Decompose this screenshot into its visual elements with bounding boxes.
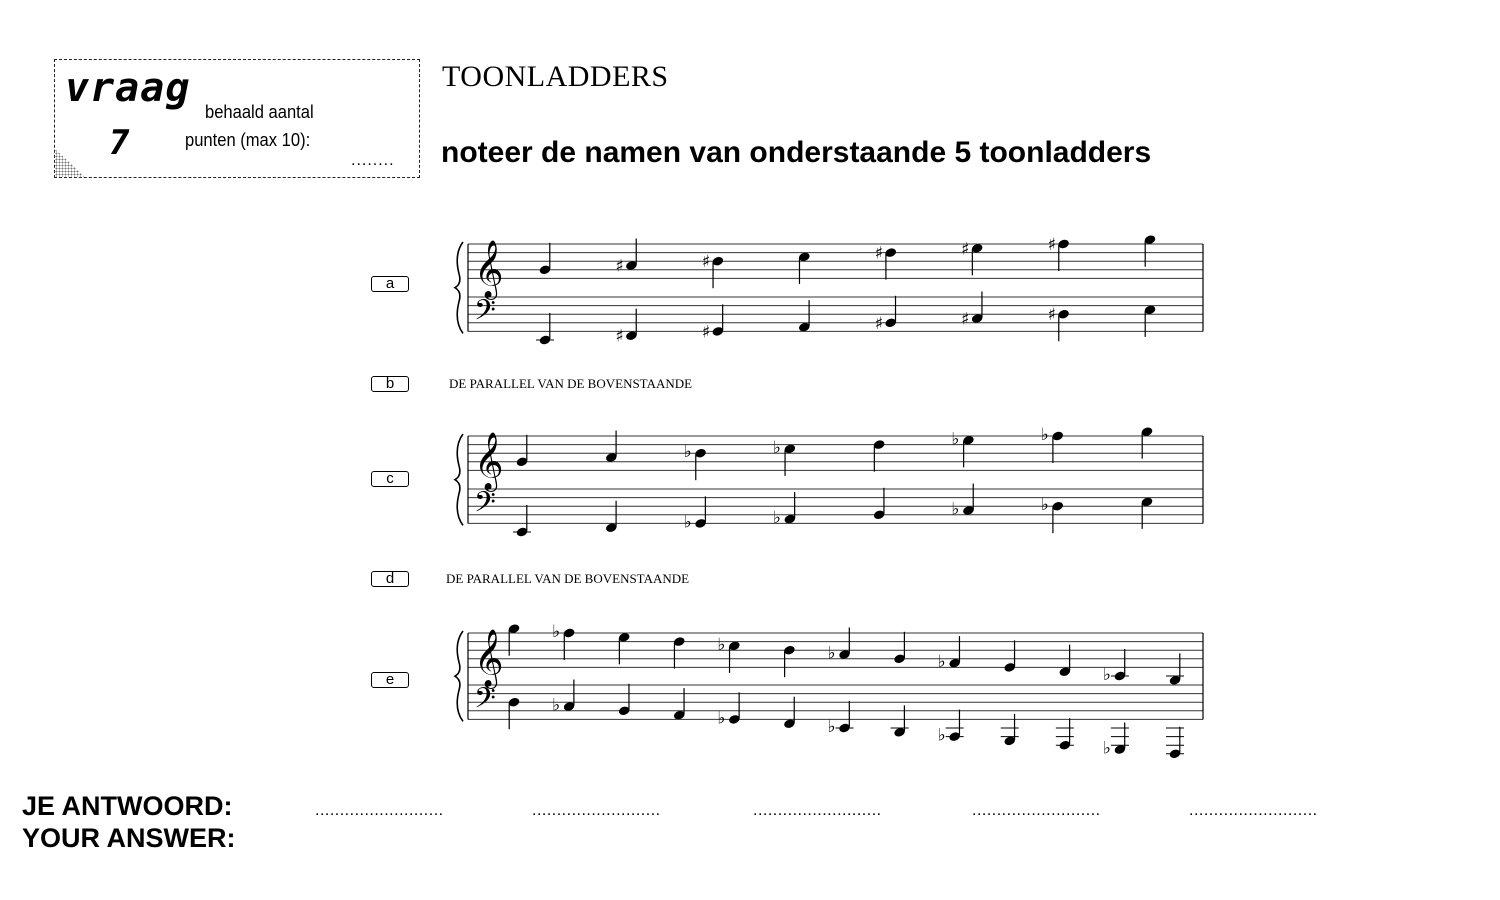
sharp-icon: ♯ <box>615 326 624 347</box>
page-title: TOONLADDERS <box>442 60 669 93</box>
label-e: e <box>371 672 409 688</box>
answer-blank-2[interactable]: .......................... <box>532 802 661 819</box>
answer-label-en: YOUR ANSWER: <box>22 823 236 853</box>
grand-staff-a <box>455 234 1203 347</box>
flat-icon: ♭ <box>772 437 781 458</box>
answer-blank-1[interactable]: .......................... <box>315 802 444 819</box>
flat-icon: ♭ <box>951 429 960 450</box>
vraag-label: vraag <box>65 65 191 111</box>
sharp-icon: ♯ <box>961 239 970 260</box>
points-blank[interactable]: ........ <box>351 152 395 169</box>
label-b: b <box>371 376 409 392</box>
flat-icon: ♭ <box>827 717 836 737</box>
instruction-text: noteer de namen van onderstaande 5 toonladders <box>441 136 1152 169</box>
flat-icon: ♭ <box>1102 738 1111 759</box>
parallel-text-b: DE PARALLEL VAN DE BOVENSTAANDE <box>449 376 693 391</box>
flat-icon: ♭ <box>937 725 946 746</box>
flat-icon: ♭ <box>1040 425 1049 445</box>
question-number: 7 <box>109 123 130 163</box>
treble-clef-icon: 𝄞 <box>474 431 504 490</box>
grand-staff-c <box>455 425 1203 538</box>
flat-icon: ♭ <box>1040 495 1049 516</box>
sharp-icon: ♯ <box>701 322 711 343</box>
answer-blank-4[interactable]: .......................... <box>972 802 1101 819</box>
sharp-icon: ♯ <box>701 252 711 273</box>
points-label-line2: punten (max 10): <box>185 130 311 150</box>
flat-icon: ♭ <box>937 652 946 673</box>
points-label-line1: behaald aantal <box>205 102 314 122</box>
bass-clef-icon: 𝄢 <box>474 681 496 722</box>
flat-icon: ♭ <box>717 634 726 655</box>
treble-clef-icon: 𝄞 <box>474 628 504 687</box>
brace <box>455 242 463 333</box>
brace <box>455 631 463 721</box>
label-a: a <box>371 276 409 292</box>
flat-icon: ♭ <box>552 695 561 716</box>
label-d: d <box>371 571 409 587</box>
sharp-icon: ♯ <box>874 243 883 264</box>
flat-icon: ♭ <box>717 708 726 729</box>
answer-blank-3[interactable]: .......................... <box>753 802 882 819</box>
brace <box>455 434 463 525</box>
sharp-icon: ♯ <box>1047 305 1056 326</box>
grand-staff-e <box>455 622 1203 759</box>
flat-icon: ♭ <box>683 442 692 463</box>
flat-icon: ♭ <box>1102 665 1111 685</box>
sharp-icon: ♯ <box>1047 235 1056 255</box>
flat-icon: ♭ <box>951 499 960 520</box>
answer-blank-5[interactable]: .......................... <box>1189 802 1318 819</box>
parallel-text-d: DE PARALLEL VAN DE BOVENSTAANDE <box>446 571 690 586</box>
flat-icon: ♭ <box>552 622 561 642</box>
label-c: c <box>371 471 409 487</box>
treble-clef-icon: 𝄞 <box>474 239 504 298</box>
sharp-icon: ♯ <box>874 313 883 334</box>
flat-icon: ♭ <box>827 643 836 664</box>
answer-label-nl: JE ANTWOORD: <box>22 791 233 821</box>
flat-icon: ♭ <box>683 512 692 533</box>
flat-icon: ♭ <box>772 508 781 529</box>
bass-clef-icon: 𝄢 <box>474 485 496 526</box>
bass-clef-icon: 𝄢 <box>474 293 496 334</box>
sharp-icon: ♯ <box>615 256 624 277</box>
sharp-icon: ♯ <box>961 309 970 330</box>
